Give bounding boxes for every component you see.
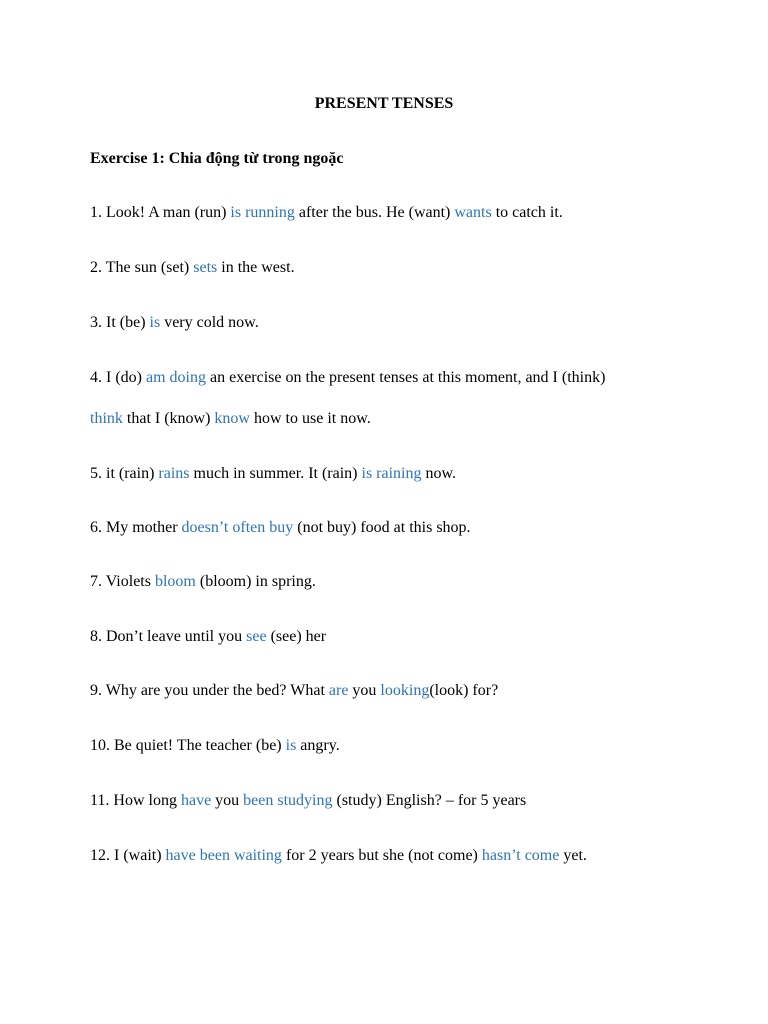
answer-text: sets (193, 259, 218, 276)
question-text: that I (know) (122, 410, 215, 427)
question-text: 2. The sun (set) (90, 259, 194, 276)
exercise-line (90, 202, 563, 224)
answer-text: looking (380, 682, 430, 699)
question-text: (not buy) food at this shop. (293, 519, 471, 536)
question-text: (study) English? – for 5 years (332, 792, 527, 809)
answer-text: hasn’t come (481, 847, 560, 864)
question-text: 9. Why are you under the bed? What (90, 682, 329, 699)
question-text: in the west. (217, 259, 295, 276)
exercise-line (90, 312, 259, 334)
exercise-line (90, 367, 605, 389)
page-title: PRESENT TENSES (314, 95, 454, 112)
answer-text: have been waiting (165, 847, 282, 864)
answer-text: is (149, 314, 161, 331)
question-text: (look) for? (429, 682, 499, 699)
answer-text: see (246, 628, 267, 645)
exercise-line (90, 626, 326, 648)
question-text: 1. Look! A man (run) (90, 204, 231, 221)
answer-text: doesn’t often buy (181, 519, 294, 536)
exercise-line (90, 571, 316, 593)
question-text: you (211, 792, 244, 809)
exercise-line (90, 735, 340, 757)
question-text: 12. I (wait) (90, 847, 166, 864)
answer-text: rains (158, 465, 190, 482)
exercise-line (90, 408, 371, 430)
question-text: after the bus. He (want) (294, 204, 455, 221)
answer-text: are (328, 682, 349, 699)
question-text: (see) her (266, 628, 327, 645)
answer-text: know (214, 410, 250, 427)
answer-text: am doing (145, 369, 206, 386)
answer-text: have (180, 792, 212, 809)
exercise-line (90, 680, 498, 702)
question-text: 3. It (be) (90, 314, 150, 331)
question-text: to catch it. (491, 204, 563, 221)
answer-text: think (90, 410, 123, 427)
question-text: now. (421, 465, 457, 482)
question-text: for 2 years but she (not come) (281, 847, 482, 864)
question-text: how to use it now. (249, 410, 371, 427)
question-text: 10. Be quiet! The teacher (be) (90, 737, 286, 754)
question-text: 4. I (do) (90, 369, 146, 386)
exercise-line (90, 463, 456, 485)
question-text: angry. (296, 737, 340, 754)
question-text: much in summer. It (rain) (189, 465, 362, 482)
exercise-heading: Exercise 1: Chia động từ trong ngoặc (90, 150, 344, 167)
answer-text: been studying (243, 792, 333, 809)
question-text: yet. (559, 847, 587, 864)
question-text: 11. How long (90, 792, 181, 809)
exercise-line (90, 257, 295, 279)
question-text: (bloom) in spring. (195, 573, 316, 590)
question-text: you (348, 682, 381, 699)
answer-text: wants (454, 204, 492, 221)
question-text: 8. Don’t leave until you (90, 628, 247, 645)
answer-text: is running (230, 204, 295, 221)
question-text: 7. Violets (90, 573, 155, 590)
question-text: 6. My mother (90, 519, 182, 536)
exercise-line (90, 790, 526, 812)
exercise-line (90, 845, 587, 867)
exercise-line (90, 517, 471, 539)
question-text: very cold now. (160, 314, 259, 331)
answer-text: bloom (154, 573, 196, 590)
answer-text: is raining (361, 465, 422, 482)
question-text: 5. it (rain) (90, 465, 159, 482)
question-text: an exercise on the present tenses at this moment, and I (think) (205, 369, 606, 386)
answer-text: is (285, 737, 297, 754)
